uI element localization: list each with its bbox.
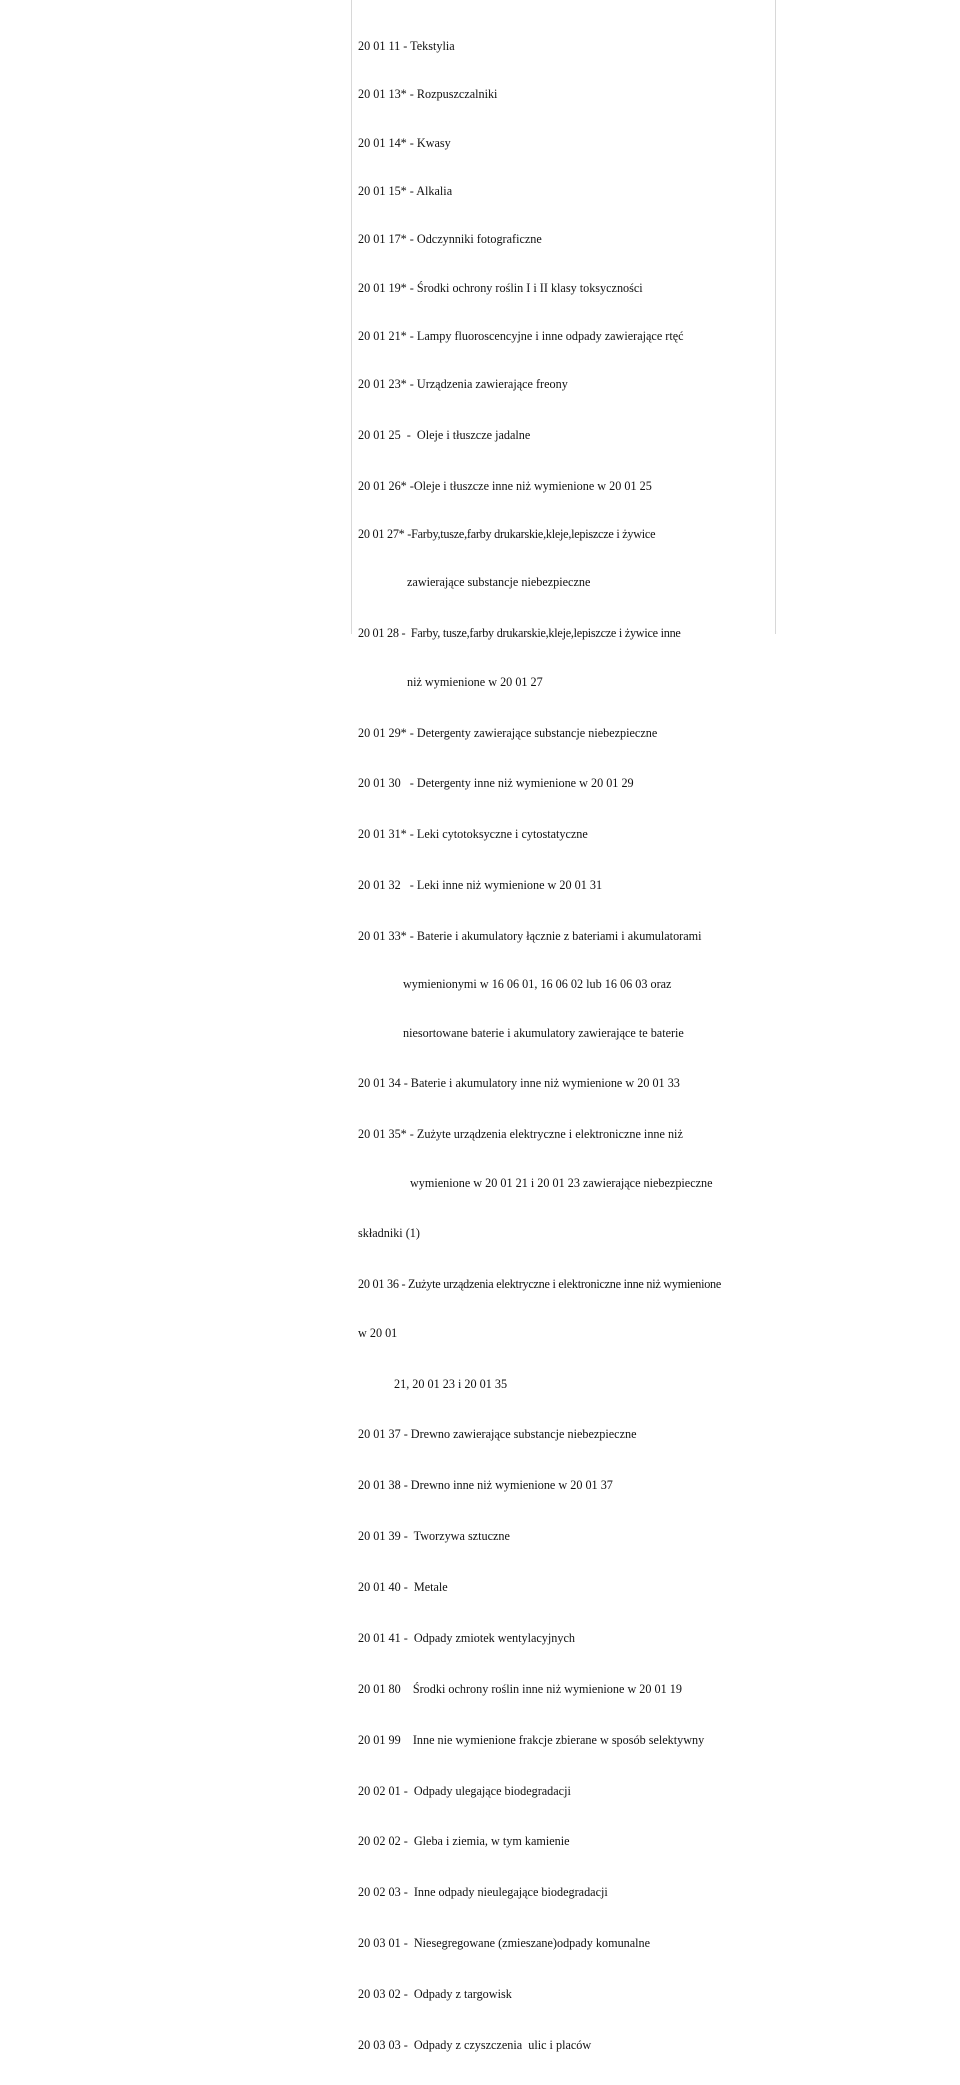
list-line: 20 01 38 - Drewno inne niż wymienione w 20 01 37 xyxy=(358,1478,613,1493)
list-line: 20 02 02 - Gleba i ziemia, w tym kamienie xyxy=(358,1834,570,1849)
list-line: 20 01 37 - Drewno zawierające substancje niebezpieczne xyxy=(358,1427,637,1442)
list-line: 20 01 25 - Oleje i tłuszcze jadalne xyxy=(358,428,531,443)
list-line: 20 01 13* - Rozpuszczalniki xyxy=(358,87,498,102)
list-line: 20 03 01 - Niesegregowane (zmieszane)odpady komunalne xyxy=(358,1936,651,1951)
list-line: 20 01 31* - Leki cytotoksyczne i cytostatyczne xyxy=(358,827,588,842)
list-line: 20 01 17* - Odczynniki fotograficzne xyxy=(358,232,542,247)
list-line: 20 01 32 - Leki inne niż wymienione w 20 01 31 xyxy=(358,878,603,893)
list-line: 20 02 01 - Odpady ulegające biodegradacji xyxy=(358,1783,571,1798)
list-line: 20 03 02 - Odpady z targowisk xyxy=(358,1987,512,2001)
list-line: 20 01 80 Środki ochrony roślin inne niż wymienione w 20 01 19 xyxy=(358,1681,682,1696)
list-line: 20 03 03 - Odpady z czyszczenia ulic i placów xyxy=(358,2037,592,2052)
list-line: 20 01 40 - Metale xyxy=(358,1580,448,1594)
list-line: 20 01 28 - Farby, tusze,farby drukarskie,kleje,lepiszcze i żywice inne xyxy=(358,626,681,641)
list-line: 20 01 39 - Tworzywa sztuczne xyxy=(358,1529,510,1544)
list-line-continuation: wymienione w 20 01 21 i 20 01 23 zawierające niebezpieczne xyxy=(410,1175,713,1190)
document-page xyxy=(351,0,776,2052)
list-line: 20 01 23* - Urządzenia zawierające freony xyxy=(358,377,568,392)
list-line: 20 01 15* - Alkalia xyxy=(358,184,453,199)
list-line-continuation: niż wymienione w 20 01 27 xyxy=(407,674,543,689)
list-line: 20 01 27* -Farby,tusze,farby drukarskie,kleje,lepiszcze i żywice xyxy=(358,527,656,542)
list-line: 20 01 34 - Baterie i akumulatory inne niż wymienione w 20 01 33 xyxy=(358,1076,680,1091)
list-line: 20 01 11 - Tekstylia xyxy=(358,39,455,54)
list-line: 20 02 03 - Inne odpady nieulegające biodegradacji xyxy=(358,1885,608,1900)
list-line: 20 01 29* - Detergenty zawierające substancje niebezpieczne xyxy=(358,725,658,740)
list-line: 20 01 99 Inne nie wymienione frakcje zbierane w sposób selektywny xyxy=(358,1732,705,1747)
list-line: 20 01 19* - Środki ochrony roślin I i II klasy toksyczności xyxy=(358,280,643,295)
list-line: 20 01 26* -Oleje i tłuszcze inne niż wymienione w 20 01 25 xyxy=(358,478,652,493)
list-line: 20 01 35* - Zużyte urządzenia elektryczne i elektroniczne inne niż xyxy=(358,1127,683,1142)
list-line: 20 01 21* - Lampy fluoroscencyjne i inne odpady zawierające rtęć xyxy=(358,328,684,343)
list-line-continuation: zawierające substancje niebezpieczne xyxy=(407,575,591,590)
list-line-continuation: w 20 01 xyxy=(358,1325,398,1340)
list-line-continuation: wymienionymi w 16 06 01, 16 06 02 lub 16 06 03 oraz xyxy=(403,977,672,992)
list-line: 20 01 36 - Zużyte urządzenia elektryczne i elektroniczne inne niż wymienione xyxy=(358,1277,722,1292)
list-line-continuation: składniki (1) xyxy=(358,1226,420,1241)
list-line: 20 01 33* - Baterie i akumulatory łącznie z bateriami i akumulatorami xyxy=(358,929,702,943)
list-line-continuation: 21, 20 01 23 i 20 01 35 xyxy=(394,1376,508,1391)
list-line-continuation: niesortowane baterie i akumulatory zawierające te baterie xyxy=(403,1025,684,1040)
waste-code-list xyxy=(358,6,721,2085)
list-line: 20 01 30 - Detergenty inne niż wymienione w 20 01 29 xyxy=(358,776,634,791)
list-line: 20 01 41 - Odpady zmiotek wentylacyjnych xyxy=(358,1630,575,1645)
list-line: 20 01 14* - Kwasy xyxy=(358,135,451,150)
